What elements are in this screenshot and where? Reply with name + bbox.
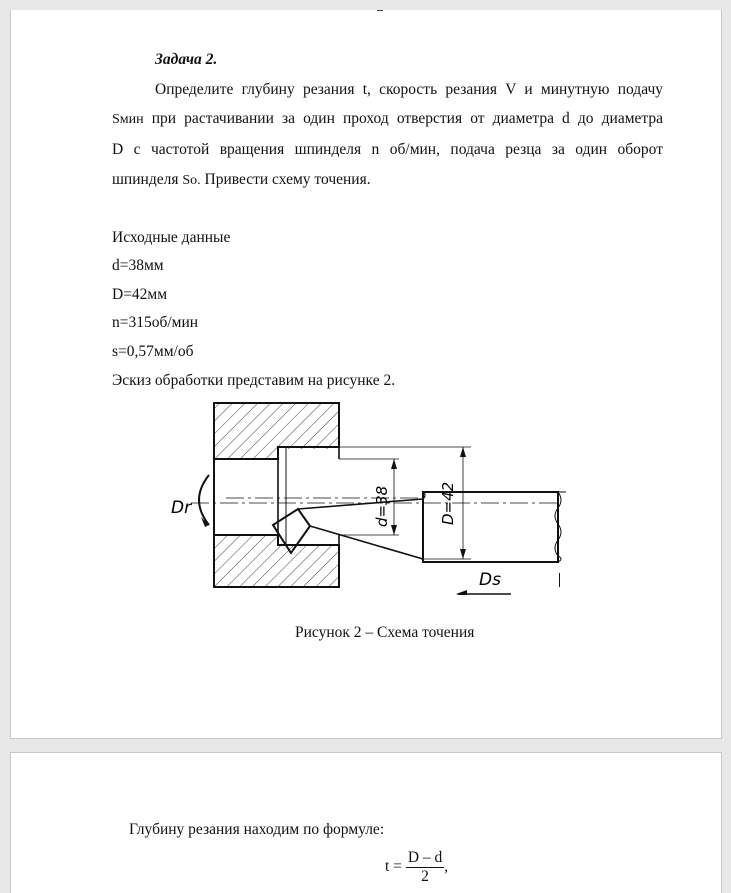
d-dimension-label: d=38 — [373, 485, 391, 527]
text-cursor — [559, 573, 560, 587]
feed-label: Ds — [479, 570, 501, 590]
sketch-note: Эскиз обработки представим на рисунке 2. — [112, 372, 396, 389]
document-page-1 — [10, 10, 722, 739]
formula-fraction — [406, 849, 444, 886]
task-line-2 — [112, 109, 663, 130]
task-line-4-pre: шпинделя — [112, 171, 183, 188]
workpiece-bottom — [214, 535, 339, 587]
task-line-4 — [112, 170, 371, 191]
input-item: D=42мм — [112, 286, 168, 303]
formula-numerator: D – d — [407, 849, 443, 866]
task-line-3 — [112, 140, 663, 160]
input-item: n=315об/мин — [112, 314, 199, 331]
input-item: d=38мм — [112, 257, 164, 274]
task-line-1-text: Определите глубину резания t, скорость резания V и минутную подачу — [155, 81, 663, 98]
document-page-2 — [10, 752, 722, 893]
D-dimension-label: D=42 — [439, 481, 457, 525]
task-line-3-text: D с частотой вращения шпинделя n об/мин, подача резца за один оборот — [112, 141, 663, 158]
formula-tail: , — [444, 858, 449, 876]
page-top-mark — [377, 10, 383, 11]
depth-formula-intro: Глубину резания находим по формуле: — [129, 821, 385, 838]
s-min-symbol: Sмин — [112, 112, 144, 127]
task-line-4-post: Привести схему точения. — [200, 171, 371, 188]
input-item: s=0,57мм/об — [112, 343, 194, 360]
figure-caption: Рисунок 2 – Схема точения — [295, 624, 475, 641]
boring-scheme-figure — [151, 395, 571, 595]
rotation-label: Dr — [171, 498, 192, 518]
task-line-1 — [155, 80, 663, 100]
task-line-2-text: при растачивании за один проход отверстия от диаметра d до диаметра — [143, 110, 663, 127]
formula-denominator: 2 — [421, 868, 429, 885]
s-o-symbol: So. — [182, 173, 201, 188]
input-heading: Исходные данные — [112, 229, 231, 246]
depth-formula — [385, 849, 448, 886]
formula-lhs: t = — [385, 858, 402, 876]
task-title: Задача 2. — [155, 51, 218, 68]
